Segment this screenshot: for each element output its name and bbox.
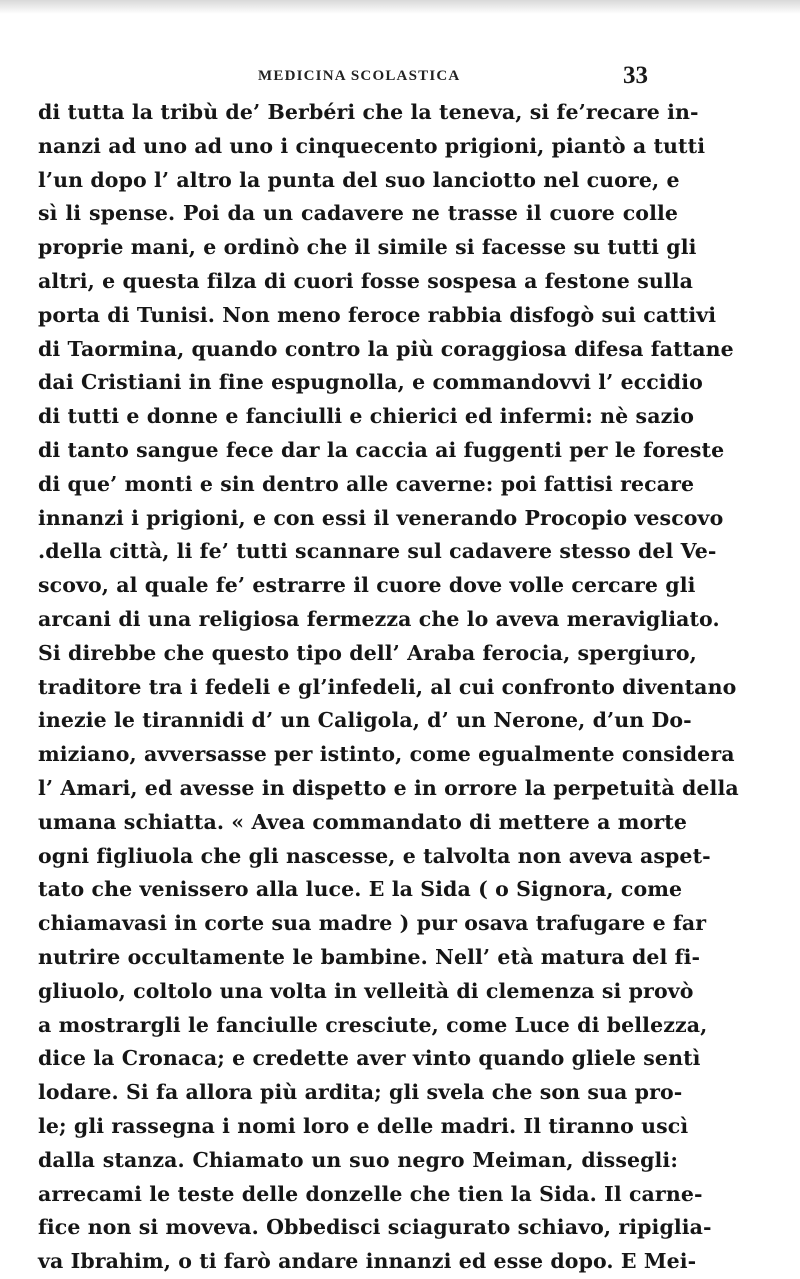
text-line: l’un dopo l’ altro la punta del suo lanciotto nel cuore, e — [38, 167, 680, 192]
text-line: porta di Tunisi. Non meno feroce rabbia disfogò sui cattivi — [38, 302, 717, 327]
text-line: di tutti e donne e fanciulli e chierici ed infermi: nè sazio — [38, 404, 694, 429]
text-line: di Taormina, quando contro la più coraggiosa difesa fattane — [38, 336, 734, 361]
text-line: Si direbbe che questo tipo dell’ Araba ferocia, spergiuro, — [38, 640, 697, 665]
text-line: a mostrargli le fanciulle cresciute, come Luce di bellezza, — [38, 1012, 708, 1037]
text-line: dice la Cronaca; e credette aver vinto quando gliele sentì — [38, 1046, 701, 1071]
text-line: altri, e questa filza di cuori fosse sospesa a festone sulla — [38, 268, 693, 293]
text-line: dalla stanza. Chiamato un suo negro Meiman, dissegli: — [38, 1147, 678, 1172]
text-line: nutrire occultamente le bambine. Nell’ età matura del fi- — [38, 944, 701, 969]
text-line: inezie le tirannidi d’ un Caligola, d’ un Nerone, d’un Do- — [38, 708, 692, 733]
page-edge-shadow — [0, 0, 800, 14]
page-number: 33 — [623, 62, 648, 89]
text-line: fice non si moveva. Obbedisci sciagurato schiavo, ripiglia- — [38, 1215, 712, 1240]
text-line: di tutta la tribù de’ Berbéri che la teneva, si fe’recare in- — [38, 100, 699, 124]
text-line: tato che venissero alla luce. E la Sida ( o Signora, come — [38, 877, 683, 902]
text-line: gliuolo, coltolo una volta in velleità di clemenza si provò — [38, 978, 694, 1003]
text-line: di que’ monti e sin dentro alle caverne: poi fattisi recare — [38, 471, 695, 496]
text-line: sì li spense. Poi da un cadavere ne trasse il cuore colle — [38, 201, 678, 226]
running-header-title: MEDICINA SCOLASTICA — [258, 68, 461, 84]
text-line: va Ibrahim, o ti farò andare innanzi ed esse dopo. E Mei- — [38, 1249, 697, 1274]
text-line: arcani di una religiosa fermezza che lo aveva meravigliato. — [38, 606, 720, 631]
text-line: arrecami le teste delle donzelle che tien la Sida. Il carne- — [38, 1181, 703, 1206]
text-line: scovo, al quale fe’ estrarre il cuore dove volle cercare gli — [38, 573, 696, 598]
body-text — [38, 96, 739, 1279]
text-line: di tanto sangue fece dar la caccia ai fuggenti per le foreste — [38, 437, 725, 462]
text-line: le; gli rassegna i nomi loro e delle madri. Il tiranno uscì — [38, 1113, 689, 1138]
text-line: miziano, avversasse per istinto, come egualmente considera — [38, 742, 735, 767]
text-line: chiamavasi in corte sua madre ) pur osava trafugare e far — [38, 911, 707, 936]
text-line: l’ Amari, ed avesse in dispetto e in orrore la perpetuità della — [38, 775, 739, 800]
text-line: .della città, li fe’ tutti scannare sul cadavere stesso del Ve- — [38, 539, 717, 564]
text-line: proprie mani, e ordinò che il simile si facesse su tutti gli — [38, 235, 697, 260]
text-line: ogni figliuola che gli nascesse, e talvolta non aveva aspet- — [38, 843, 711, 868]
text-line: innanzi i prigioni, e con essi il venerando Procopio vescovo — [38, 505, 724, 530]
text-line: umana schiatta. « Avea commandato di mettere a morte — [38, 809, 687, 834]
text-line: nanzi ad uno ad uno i cinquecento prigioni, piantò a tutti — [38, 133, 706, 158]
text-line: traditore tra i fedeli e gl’infedeli, al cui confronto diventano — [38, 674, 737, 699]
text-line: lodare. Si fa allora più ardita; gli svela che son sua pro- — [38, 1080, 683, 1105]
text-line: dai Cristiani in fine espugnolla, e commandovvi l’ eccidio — [38, 370, 703, 395]
